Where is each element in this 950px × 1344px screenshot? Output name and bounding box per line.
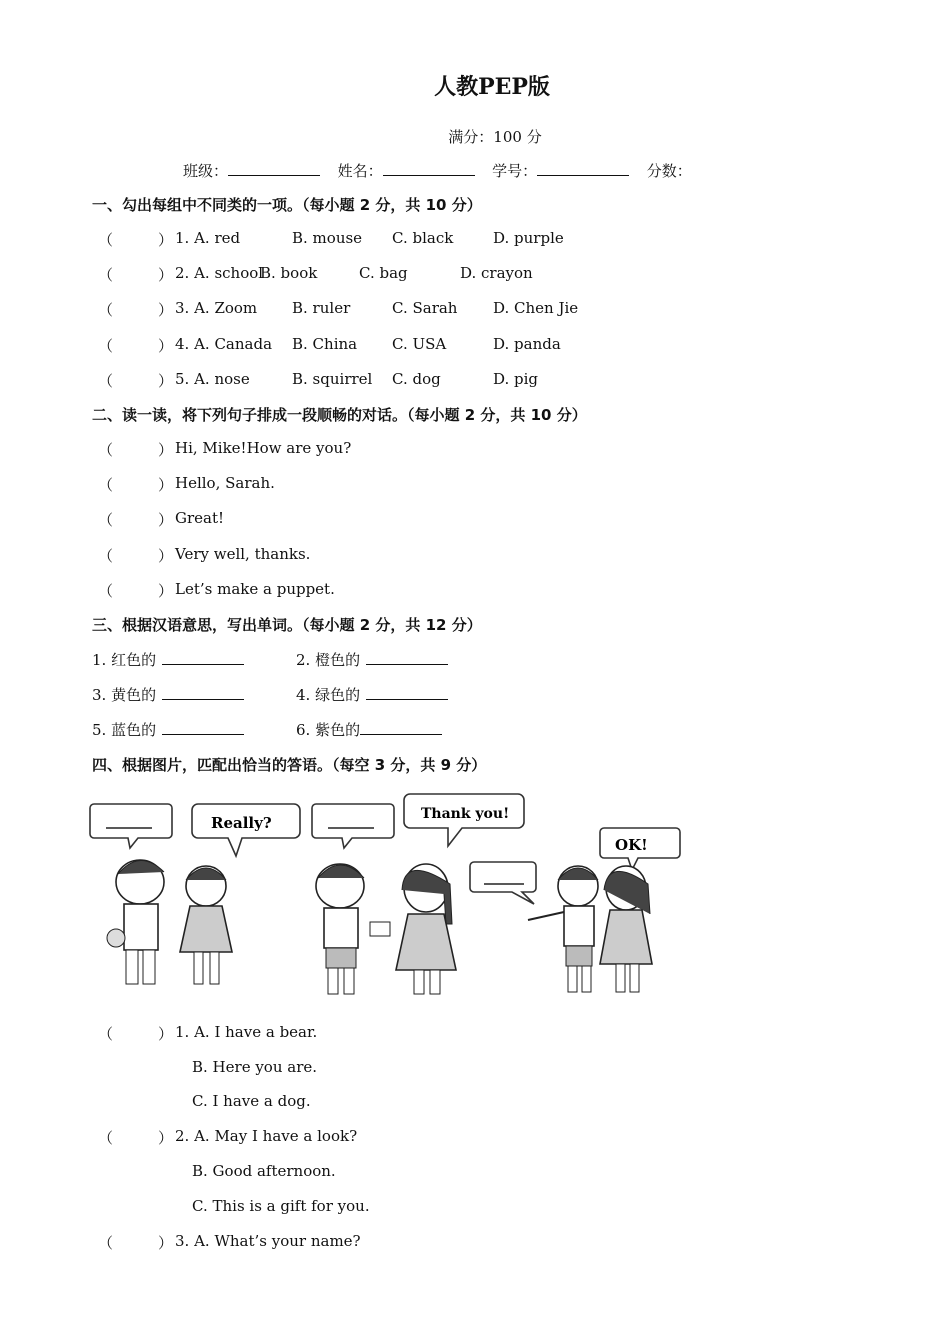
- option-d: D. pig: [493, 370, 539, 388]
- s3-item-1: [92, 649, 244, 670]
- paren-close: ）: [158, 231, 174, 249]
- option-a: 5. A. nose: [175, 370, 250, 388]
- word-prompt: 5. 蓝色的: [92, 721, 157, 739]
- paren-open: （: [98, 1129, 114, 1147]
- option-b: B. mouse: [292, 229, 363, 247]
- s4-q3: [0, 1232, 950, 1254]
- answer-line[interactable]: [360, 720, 442, 735]
- paren-open: （: [98, 231, 114, 249]
- option-a: 1. A. I have a bear.: [175, 1023, 318, 1041]
- section4-title: 四、根据图片，匹配出恰当的答语。（每空 3 分，共 9 分）: [92, 756, 487, 774]
- s3-item-4: [296, 684, 448, 705]
- option-b: B. China: [292, 335, 358, 353]
- paren-open: （: [98, 547, 114, 565]
- s1-row-3: [0, 299, 950, 321]
- section1-title: 一、勾出每组中不同类的一项。（每小题 2 分，共 10 分）: [92, 196, 482, 214]
- paren-close: ）: [158, 301, 174, 319]
- dialogue-line: Great!: [175, 509, 225, 527]
- paren-close: ）: [158, 547, 174, 565]
- bubble-thank-you-text: Thank you!: [421, 806, 510, 822]
- paren-close: ）: [158, 266, 174, 284]
- option-d: D. panda: [493, 335, 561, 353]
- option-c: C. Sarah: [392, 299, 458, 317]
- s3-item-2: [296, 649, 448, 670]
- s1-row-5: [0, 370, 950, 392]
- s1-row-2: [0, 264, 950, 286]
- dialogue-line: Very well, thanks.: [175, 545, 311, 563]
- speech-bubble-blank-3: [470, 862, 536, 904]
- s2-row-5: [0, 580, 950, 602]
- boy-figure-2: [316, 864, 390, 994]
- s4-q2-option-b: B. Good afternoon.: [192, 1162, 336, 1180]
- s2-row-3: [0, 509, 950, 531]
- option-a: 1. A. red: [175, 229, 241, 247]
- option-a: 2. A. May I have a look?: [175, 1127, 358, 1145]
- paren-open: （: [98, 476, 114, 494]
- s2-row-1: [0, 439, 950, 461]
- s1-row-1: [0, 229, 950, 251]
- bubble-really-text: Really?: [211, 814, 272, 832]
- paren-close: ）: [158, 511, 174, 529]
- paren-close: ）: [158, 1129, 174, 1147]
- paren-open: （: [98, 372, 114, 390]
- student-info-line: [183, 160, 692, 181]
- class-blank[interactable]: [228, 161, 320, 176]
- id-blank[interactable]: [537, 161, 629, 176]
- option-d: D. crayon: [460, 264, 533, 282]
- paren-open: （: [98, 1025, 114, 1043]
- option-c: C. black: [392, 229, 454, 247]
- option-a: 2. A. school: [175, 264, 264, 282]
- answer-line[interactable]: [366, 650, 448, 665]
- section2-title: 二、读一读，将下列句子排成一段顺畅的对话。（每小题 2 分，共 10 分）: [92, 406, 587, 424]
- paren-open: （: [98, 266, 114, 284]
- girl-figure-3: [600, 866, 652, 992]
- section3-title: 三、根据汉语意思，写出单词。（每小题 2 分，共 12 分）: [92, 616, 482, 634]
- s4-q1-option-b: B. Here you are.: [192, 1058, 318, 1076]
- s3-item-3: [92, 684, 244, 705]
- answer-line[interactable]: [162, 720, 244, 735]
- speech-bubble-blank-1: [90, 804, 172, 848]
- girl-figure-2: [396, 864, 456, 994]
- boy-figure-3: [528, 866, 598, 992]
- s3-item-6: [296, 719, 442, 740]
- option-b: B. squirrel: [292, 370, 373, 388]
- option-a: 3. A. Zoom: [175, 299, 258, 317]
- option-b: B. book: [260, 264, 318, 282]
- cartoon-illustration: [88, 790, 698, 1002]
- boy-figure-1: [107, 860, 164, 984]
- s4-q1: [0, 1023, 950, 1045]
- paren-open: （: [98, 1234, 114, 1252]
- answer-line[interactable]: [366, 685, 448, 700]
- paren-open: （: [98, 301, 114, 319]
- name-blank[interactable]: [383, 161, 475, 176]
- s4-q2-option-c: C. This is a gift for you.: [192, 1197, 370, 1215]
- word-prompt: 2. 橙色的: [296, 651, 361, 669]
- id-label: 学号：: [492, 162, 538, 180]
- paren-open: （: [98, 337, 114, 355]
- option-c: C. USA: [392, 335, 447, 353]
- s4-q2: [0, 1127, 950, 1149]
- full-score: 满分：100 分: [448, 128, 542, 146]
- s3-item-5: [92, 719, 244, 740]
- word-prompt: 1. 红色的: [92, 651, 157, 669]
- paren-close: ）: [158, 582, 174, 600]
- name-label: 姓名：: [337, 162, 383, 180]
- answer-line[interactable]: [162, 685, 244, 700]
- s4-q1-option-c: C. I have a dog.: [192, 1092, 311, 1110]
- paren-close: ）: [158, 1234, 174, 1252]
- paren-open: （: [98, 511, 114, 529]
- class-label: 班级：: [183, 162, 229, 180]
- paren-close: ）: [158, 372, 174, 390]
- paren-close: ）: [158, 476, 174, 494]
- option-a: 3. A. What’s your name?: [175, 1232, 361, 1250]
- option-c: C. bag: [359, 264, 408, 282]
- word-prompt: 6. 紫色的: [296, 721, 361, 739]
- girl-figure-1: [180, 866, 232, 984]
- s2-row-4: [0, 545, 950, 567]
- s2-row-2: [0, 474, 950, 496]
- dialogue-line: Let’s make a puppet.: [175, 580, 335, 598]
- paren-close: ）: [158, 441, 174, 459]
- paren-close: ）: [158, 337, 174, 355]
- option-d: D. purple: [493, 229, 564, 247]
- paren-open: （: [98, 441, 114, 459]
- score-label: 分数：: [646, 162, 692, 180]
- dialogue-line: Hi, Mike!How are you?: [175, 439, 352, 457]
- page-title: 人教PEP版: [434, 74, 550, 100]
- word-prompt: 3. 黄色的: [92, 686, 157, 704]
- option-a: 4. A. Canada: [175, 335, 273, 353]
- option-b: B. ruler: [292, 299, 351, 317]
- bubble-ok-text: OK!: [615, 836, 648, 854]
- word-prompt: 4. 绿色的: [296, 686, 361, 704]
- option-d: D. Chen Jie: [493, 299, 579, 317]
- dialogue-line: Hello, Sarah.: [175, 474, 275, 492]
- paren-close: ）: [158, 1025, 174, 1043]
- option-c: C. dog: [392, 370, 441, 388]
- s1-row-4: [0, 335, 950, 357]
- speech-bubble-blank-2: [312, 804, 394, 848]
- paren-open: （: [98, 582, 114, 600]
- answer-line[interactable]: [162, 650, 244, 665]
